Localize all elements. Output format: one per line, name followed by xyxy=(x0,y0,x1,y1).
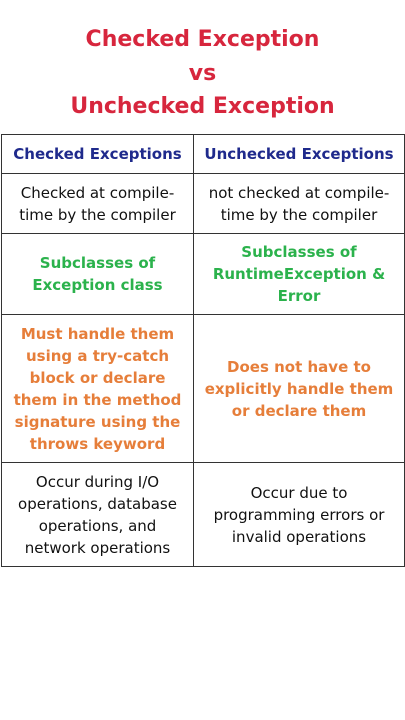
title-line-3: Unchecked Exception xyxy=(70,94,335,119)
cell-checked: Checked at compile-time by the compiler xyxy=(2,174,194,234)
cell-checked: Occur during I/O operations, database operations, and network operations xyxy=(2,463,194,567)
cell-unchecked: not checked at compile-time by the compiler xyxy=(194,174,405,234)
table-header-row xyxy=(2,135,405,174)
cell-unchecked: Subclasses of RuntimeException & Error xyxy=(194,234,405,315)
title-line-1: Checked Exception xyxy=(85,27,320,52)
table-row xyxy=(2,315,405,463)
table-row xyxy=(2,234,405,315)
cell-checked: Must handle them using a try-catch block or declare them in the method signature using the throws keyword xyxy=(2,315,194,463)
title-line-2: vs xyxy=(188,61,217,86)
cell-unchecked: Does not have to explicitly handle them or declare them xyxy=(194,315,405,463)
cell-checked: Subclasses of Exception class xyxy=(2,234,194,315)
table-row xyxy=(2,463,405,567)
header-unchecked: Unchecked Exceptions xyxy=(194,135,405,174)
table-row xyxy=(2,174,405,234)
comparison-table xyxy=(1,134,405,567)
cell-unchecked: Occur due to programming errors or invalid operations xyxy=(194,463,405,567)
header-checked: Checked Exceptions xyxy=(2,135,194,174)
